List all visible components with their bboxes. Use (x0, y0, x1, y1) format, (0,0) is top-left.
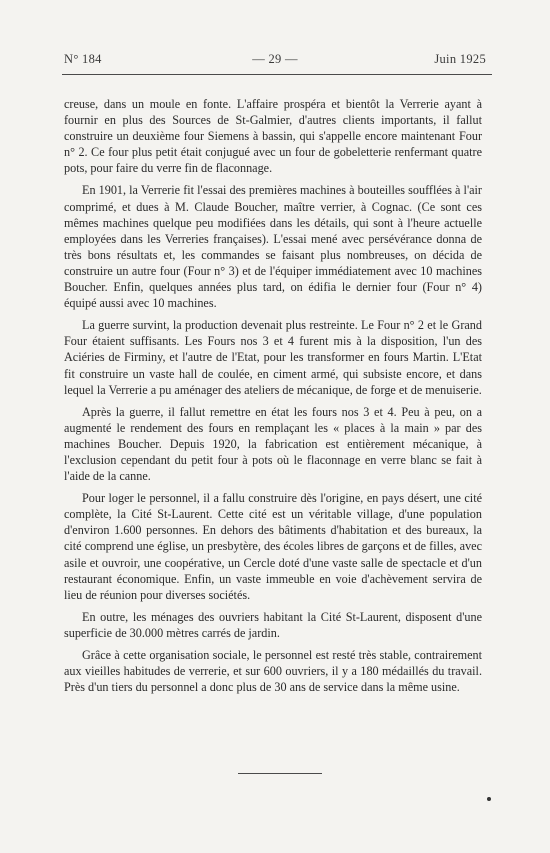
page-number: — 29 — (252, 52, 298, 66)
page-header (64, 52, 486, 72)
closing-rule (238, 773, 322, 774)
paragraph-5: Pour loger le personnel, il a fallu construire dès l'origine, en pays désert, une cité complète, la Cité St-Laurent. Cette cité est un véritable village, d'une population d'environ 1.600 personnes. En dehors des bâtiments d'habitation et des bureaux, la cité comprend une église, un presbytère, des écoles libres de garçons et de filles, avec asile et ouvroir, une coopérative, un Cercle doté d'une vaste salle de spectacle et d'un restaurant économique. Enfin, un vaste immeuble en voie d'achèvement servira de lieu de réunion pour diverses sociétés. (64, 491, 482, 602)
paragraph-4: Après la guerre, il fallut remettre en état les fours nos 3 et 4. Peu à peu, on a augmenté le rendement des fours en remplaçant les « places à la main » par des machines Boucher. Depuis 1920, la fabrication est entièrement mécanique, à l'exclusion cependant du petit four à pots où le flaconnage en verre blanc se fait à l'aide de la canne. (64, 404, 482, 484)
paragraph-1: creuse, dans un moule en fonte. L'affaire prospéra et bientôt la Verrerie ayant à fournir en plus des Sources de St-Galmier, d'autres clients importants, il fallut construire un deuxième four Siemens à bassin, qui s'appelle encore maintenant Four n° 2. Ce four plus petit était conjugué avec un four de gobeletterie renfermant quatre pots, pour faire du verre fin de flaconnage. (64, 97, 482, 176)
ink-dot (487, 797, 491, 801)
paragraph-2: En 1901, la Verrerie fit l'essai des premières machines à bouteilles soufflées à l'air comprimé, et dues à M. Claude Boucher, maître verrier, à Cognac. (Ce sont ces mêmes machines quelque peu modifiées dans les détails, qui sont à l'heure actuelle employées dans les Verreries françaises). L'essai mené avec persévérance donna de très bons résultats et, les commandes se faisant plus nombreuses, on décida de construire un autre four (Four n° 3) et de l'équiper immédiatement avec 10 machines Boucher. Enfin, quelques années plus tard, on édifia le dernier four (Four n° 4) équipé aussi avec 10 machines. (64, 183, 482, 311)
paragraph-7: Grâce à cette organisation sociale, le personnel est resté très stable, contrairement aux vieilles habitudes de verrerie, et sur 600 ouvriers, il y a 180 médaillés du travail. Près d'un tiers du personnel a donc plus de 30 ans de service dans la même usine. (64, 648, 482, 695)
paragraph-6: En outre, les ménages des ouvriers habitant la Cité St-Laurent, disposent d'une superficie de 30.000 mètres carrés de jardin. (64, 609, 482, 640)
header-rule (62, 74, 492, 75)
article-body (64, 96, 482, 701)
issue-date: Juin 1925 (434, 52, 486, 66)
paragraph-3: La guerre survint, la production devenait plus restreinte. Le Four n° 2 et le Grand Four étaient suffisants. Les Fours nos 3 et 4 furent mis à la disposition, l'un des Aciéries de Firminy, et l'autre de l'Etat, pour les transformer en fours Martin. L'Etat fit construire un vaste hall de coulée, en ciment armé, qui subsiste encore, et dans lequel la Verrerie a pu aménager des ateliers de mécanique, de forge et de menuiserie. (64, 318, 482, 397)
issue-number: N° 184 (64, 52, 102, 66)
